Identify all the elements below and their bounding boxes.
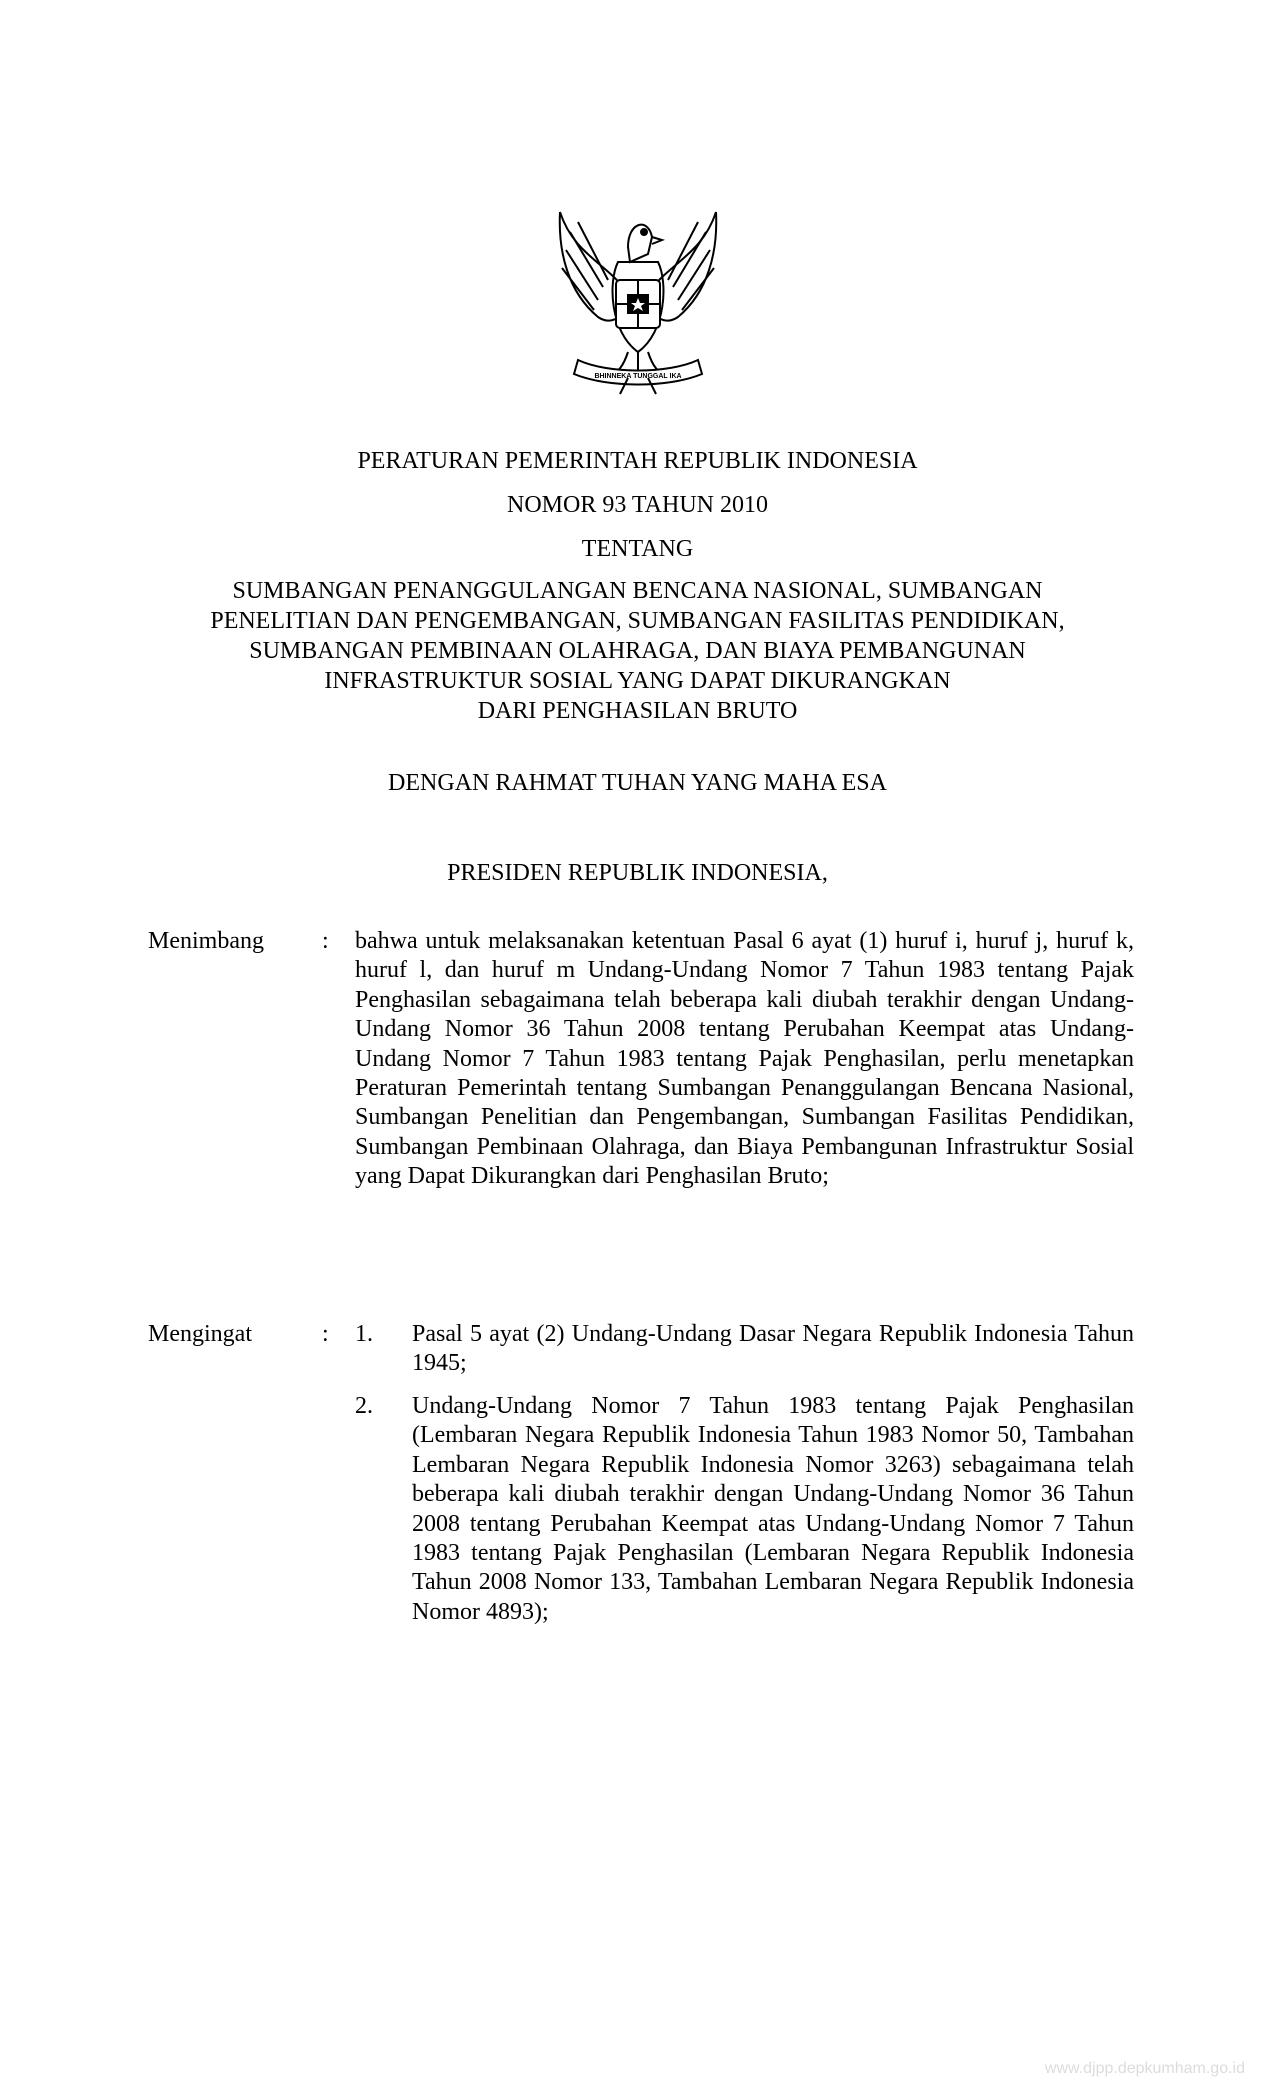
document-title: PERATURAN PEMERINTAH REPUBLIK INDONESIA [357,448,918,474]
list-item-number: 2. [355,1393,373,1419]
president-heading: PRESIDEN REPUBLIK INDONESIA, [447,860,828,886]
subject-line: DARI PENGHASILAN BRUTO [477,698,798,724]
list-item: Pasal 5 ayat (2) Undang-Undang Dasar Negara Republik Indonesia Tahun 1945; [412,1321,1134,1377]
subject-line: INFRASTRUKTUR SOSIAL YANG DAPAT DIKURANGKAN [324,668,951,694]
document-about: TENTANG [581,536,694,562]
document-subject [0,576,1275,726]
list-item: Undang-Undang Nomor 7 Tahun 1983 tentang Pajak Penghasilan (Lembaran Negara Republik Indonesia Tahun 1983 Nomor 50, Tambahan Lembaran Negara Republik Indonesia Nomor 3263) sebagaimana telah beberapa kali diubah terakhir dengan Undang-Undang Nomor 36 Tahun 2008 tentang Perubahan Keempat atas Undang-Undang Nomor 7 Tahun 1983 tentang Pajak Penghasilan (Lembaran Negara Republik Indonesia Tahun 2008 Nomor 133, Tambahan Lembaran Negara Republik Indonesia Nomor 4893); [412,1393,1134,1625]
blessing: DENGAN RAHMAT TUHAN YANG MAHA ESA [388,770,887,796]
document-number: NOMOR 93 TAHUN 2010 [507,492,768,518]
garuda-emblem-icon [548,192,728,402]
subject-line: SUMBANGAN PEMBINAAN OLAHRAGA, DAN BIAYA PEMBANGUNAN [249,638,1026,664]
motto-text: BHINNEKA TUNGGAL IKA [594,373,682,380]
mengingat-label: Mengingat [148,1321,252,1347]
mengingat-colon: : [322,1321,329,1347]
watermark: www.djpp.depkumham.go.id [1044,2060,1245,2077]
list-item-number: 1. [355,1321,373,1347]
subject-line: SUMBANGAN PENANGGULANGAN BENCANA NASIONAL, SUMBANGAN [232,578,1043,604]
subject-line: PENELITIAN DAN PENGEMBANGAN, SUMBANGAN FASILITAS PENDIDIKAN, [210,608,1065,634]
menimbang-label: Menimbang [148,928,264,954]
menimbang-text: bahwa untuk melaksanakan ketentuan Pasal 6 ayat (1) huruf i, huruf j, huruf k, huruf l, dan huruf m Undang-Undang Nomor 7 Tahun 1983 tentang Pajak Penghasilan sebagaimana telah beberapa kali diubah terakhir dengan Undang-Undang Nomor 36 Tahun 2008 tentang Perubahan Keempat atas Undang-Undang Nomor 7 Tahun 1983 tentang Pajak Penghasilan, perlu menetapkan Peraturan Pemerintah tentang Sumbangan Penanggulangan Bencana Nasional, Sumbangan Penelitian dan Pengembangan, Sumbangan Fasilitas Pendidikan, Sumbangan Pembinaan Olahraga, dan Biaya Pembangunan Infrastruktur Sosial yang Dapat Dikurangkan dari Penghasilan Bruto; [355,928,1134,1190]
menimbang-colon: : [322,928,329,954]
